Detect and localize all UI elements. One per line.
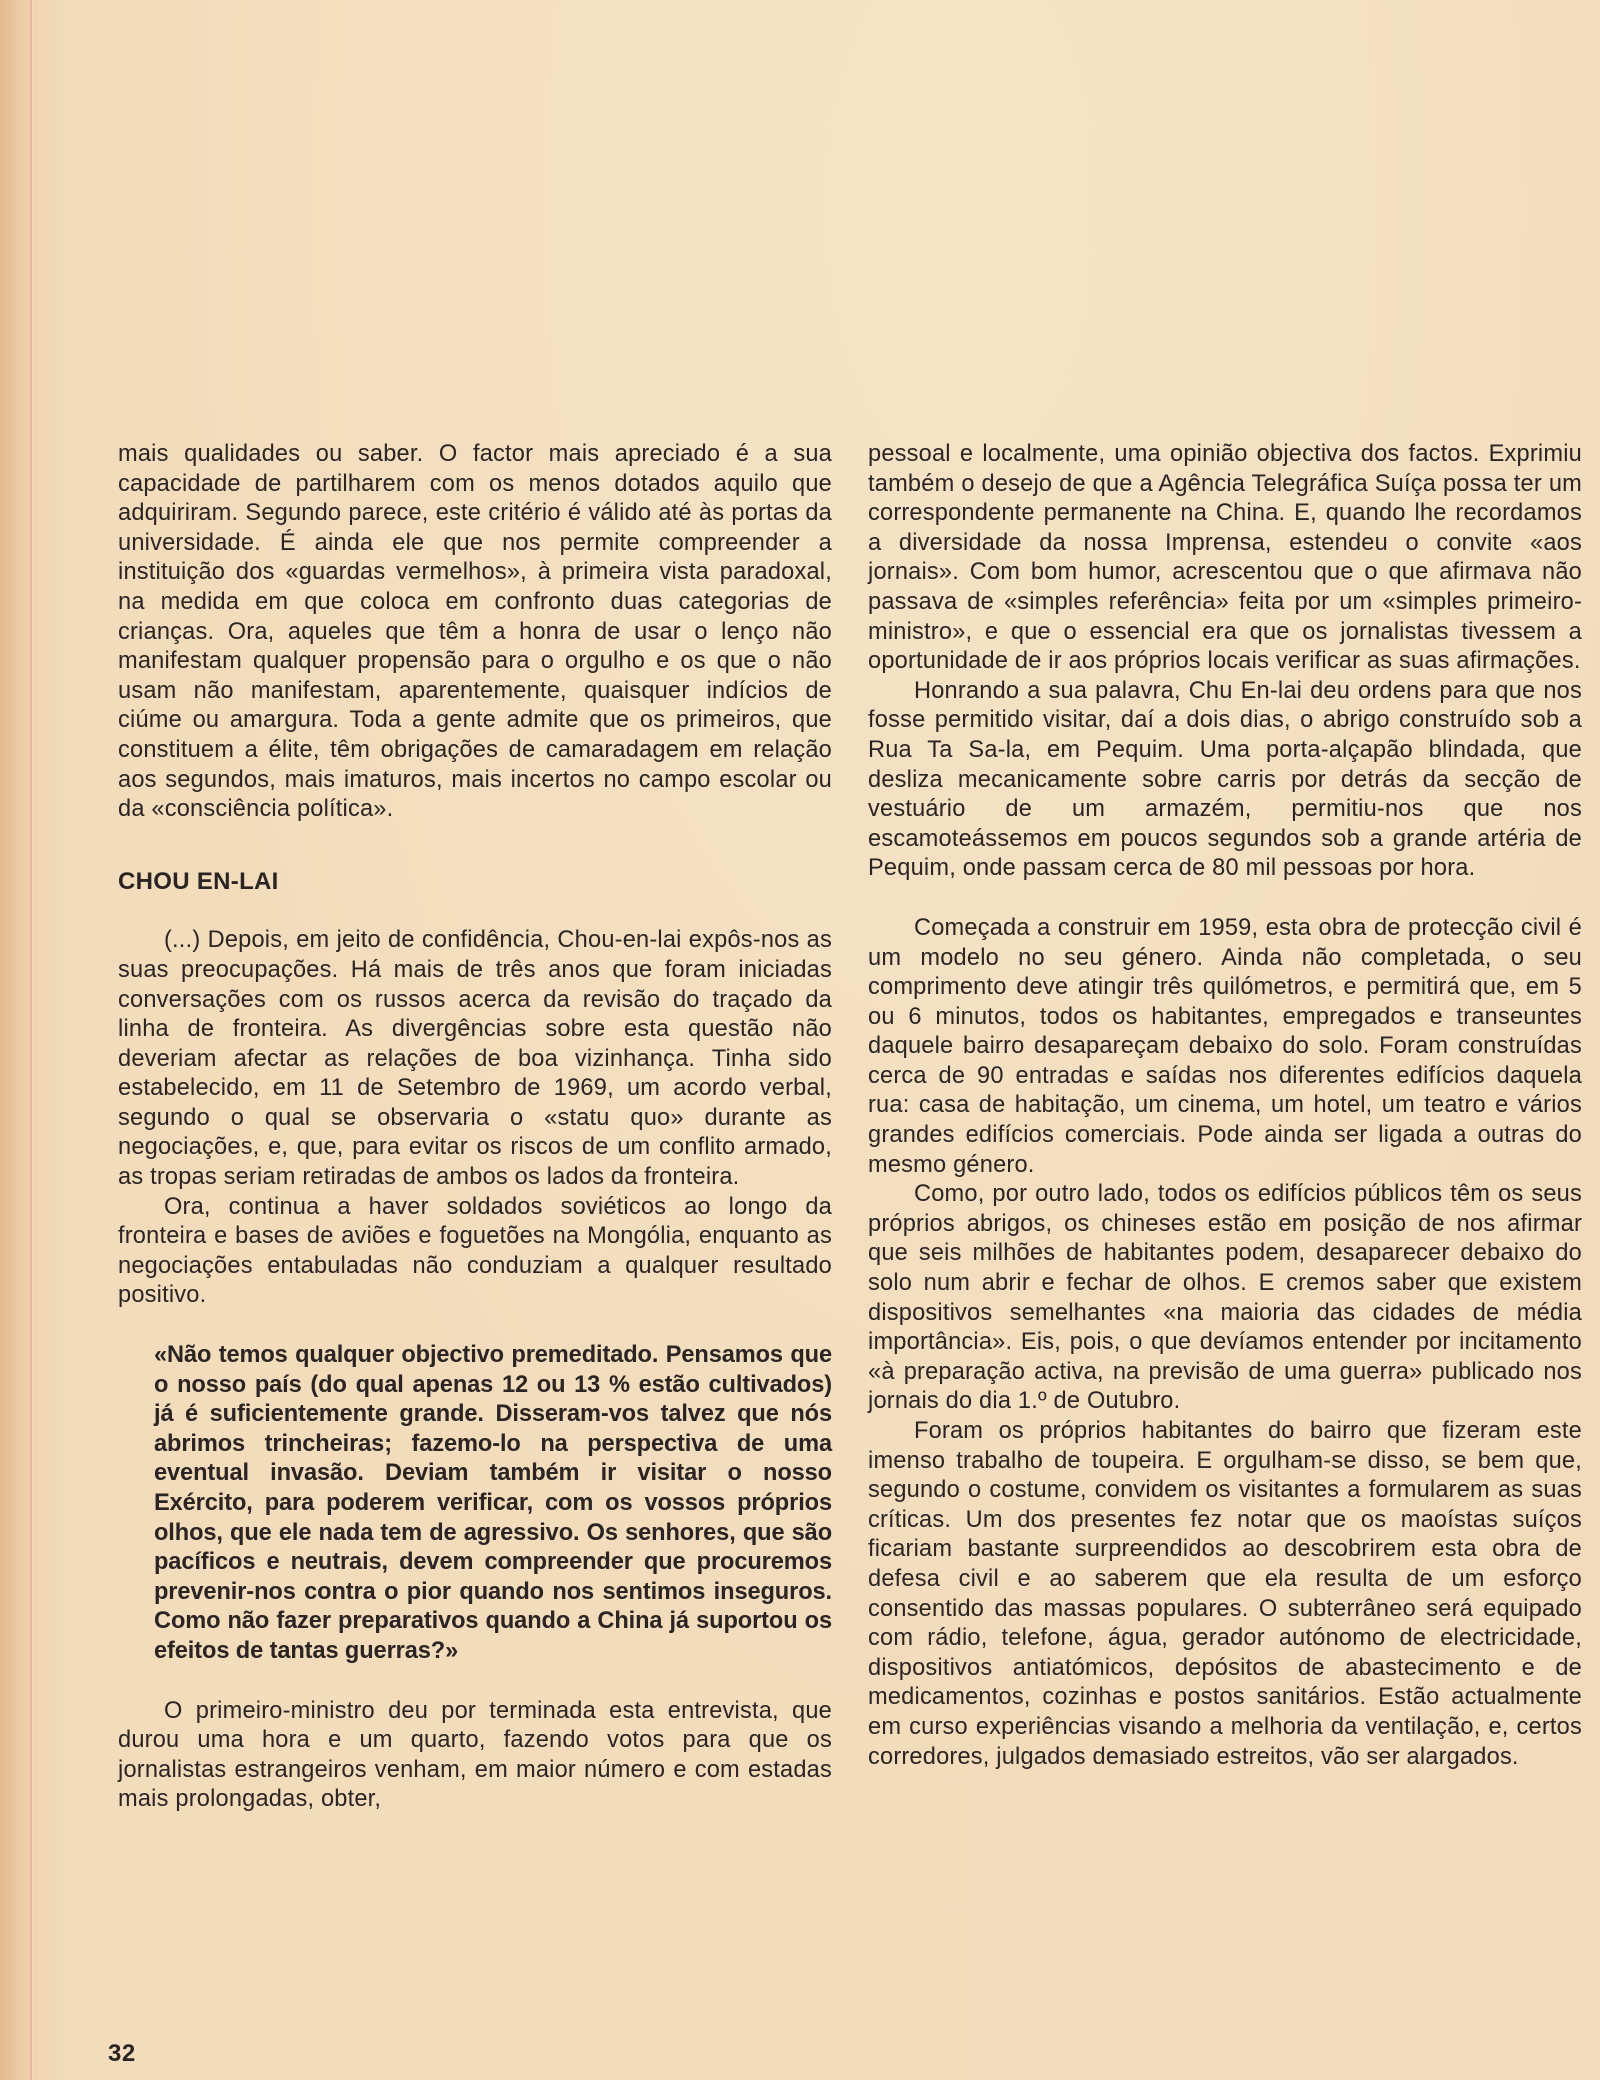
paragraph: Como, por outro lado, todos os edifícios públicos têm os seus próprios abrigos, os chineses estão em posição de nos afirmar que seis milhões de habitantes podem, desaparecer debaixo do solo num abrir e fechar de olhos. E cremos saber que existem dispositivos semelhantes «na maioria das cidades de média importância». Eis, pois, o que devíamos entender por incitamento «à preparação activa, na previsão de uma guerra» publicado nos jornais do dia 1.º de Outubro. [868, 1181, 1582, 1415]
section-heading: CHOU EN-LAI [118, 867, 279, 895]
paragraph: pessoal e localmente, uma opinião objectiva dos factos. Exprimiu também o desejo de que a Agência Telegráfica Suíça possa ter um correspondente permanente na China. E, quando lhe recordamos a diversidade da nossa Imprensa, estendeu o convite «aos jornais». Com bom humor, acrescentou que o que afirmava não passava de «simples referência» feita por um «simples primeiro-ministro», e que o essencial era que os jornalistas tivessem a oportunidade de ir aos próprios locais verificar as suas afirmações. [868, 441, 1582, 675]
paragraph: Foram os próprios habitantes do bairro que fizeram este imenso trabalho de toupeira. E orgulham-se disso, se bem que, segundo o costume, convidem os visitantes a formularem as suas críticas. Um dos presentes fez notar que os maoístas suíços ficariam bastante surpreendidos ao descobrirem esta obra de defesa civil e ao saberem que ela resulta de um esforço consentido das massas populares. O subterrâneo será equipado com rádio, telefone, água, gerador autónomo de electricidade, dispositivos antiatómicos, depósitos de abastecimento e de medicamentos, cozinhas e postos sanitários. Estão actualmente em curso experiências visando a melhoria da ventilação, e, certos corredores, julgados demasiado estreitos, vão ser alargados. [868, 1418, 1582, 1770]
paragraph: Honrando a sua palavra, Chu En-lai deu ordens para que nos fosse permitido visitar, daí a dois dias, o abrigo construído sob a Rua Ta Sa-la, em Pequim. Uma porta-alçapão blindada, que desliza mecanicamente sobre carris por detrás da secção de vestuário de um armazém, permitiu-nos que nos escamoteássemos em poucos segundos sob a grande artéria de Pequim, onde passam cerca de 80 mil pessoas por hora. [868, 677, 1582, 882]
paragraph: O primeiro-ministro deu por terminada esta entrevista, que durou uma hora e um quarto, fazendo votos para que os jornalistas estrangeiros venham, em maior número e com estadas mais prolongadas, obter, [118, 1697, 832, 1813]
paragraph: Ora, continua a haver soldados soviéticos ao longo da fronteira e bases de aviões e foguetões na Mongólia, enquanto as negociações entabuladas não conduziam a qualquer resultado positivo. [118, 1193, 832, 1309]
paragraph: Começada a construir em 1959, esta obra de protecção civil é um modelo no seu género. Ainda não completada, o seu comprimento deve atingir três quilómetros, e permitirá que, em 5 ou 6 minutos, todos os habitantes, empregados e transeuntes daquele bairro desapareçam debaixo do solo. Foram construídas cerca de 90 entradas e saídas nos diferentes edifícios daquela rua: casa de habitação, um cinema, um hotel, um teatro e vários grandes edifícios comerciais. Pode ainda ser ligada a outras do mesmo género. [868, 914, 1582, 1178]
right-column [868, 440, 1582, 1772]
page-number: 32 [108, 2040, 136, 2067]
paragraph: (...) Depois, em jeito de confidência, Chou-en-lai expôs-nos as suas preocupações. Há mais de três anos que foram iniciadas conversações com os russos acerca da revisão do traçado da linha de fronteira. As divergências sobre esta questão não deveriam afectar as relações de boa vizinhança. Tinha sido estabelecido, em 11 de Setembro de 1969, um acordo verbal, segundo o qual se observaria o «statu quo» durante as negociações, e, que, para evitar os riscos de um conflito armado, as tropas seriam retiradas de ambos os lados da fronteira. [118, 927, 832, 1191]
spine-edge-line [30, 0, 32, 2080]
block-quote: «Não temos qualquer objectivo premeditado. Pensamos que o nosso país (do qual apenas 12 ou 13 % estão cultivados) já é suficientemente grande. Disseram-vos talvez que nós abrimos trincheiras; fazemo-lo na perspectiva de uma eventual invasão. Deviam também ir visitar o nosso Exército, para poderem verificar, com os vossos próprios olhos, que ele nada tem de agressivo. Os senhores, que são pacíficos e neutrais, devem compreender que procuremos prevenir-nos contra o pior quando nos sentimos inseguros. Como não fazer preparativos quando a China já suportou os efeitos de tantas guerras?» [154, 1342, 832, 1664]
page-spine [0, 0, 34, 2080]
left-column [118, 440, 832, 1815]
paragraph: mais qualidades ou saber. O factor mais apreciado é a sua capacidade de partilharem com os menos dotados aquilo que adquiriram. Segundo parece, este critério é válido até às portas da universidade. É ainda ele que nos permite compreender a instituição dos «guardas vermelhos», à primeira vista paradoxal, na medida em que coloca em confronto duas categorias de crianças. Ora, aqueles que têm a honra de usar o lenço não manifestam qualquer propensão para o orgulho e os que o não usam não manifestam, aparentemente, quaisquer indícios de ciúme ou amargura. Toda a gente admite que os primeiros, que constituem a élite, têm obrigações de camaradagem em relação aos segundos, mais imaturos, mais incertos no campo escolar ou da «consciência política». [118, 441, 832, 823]
